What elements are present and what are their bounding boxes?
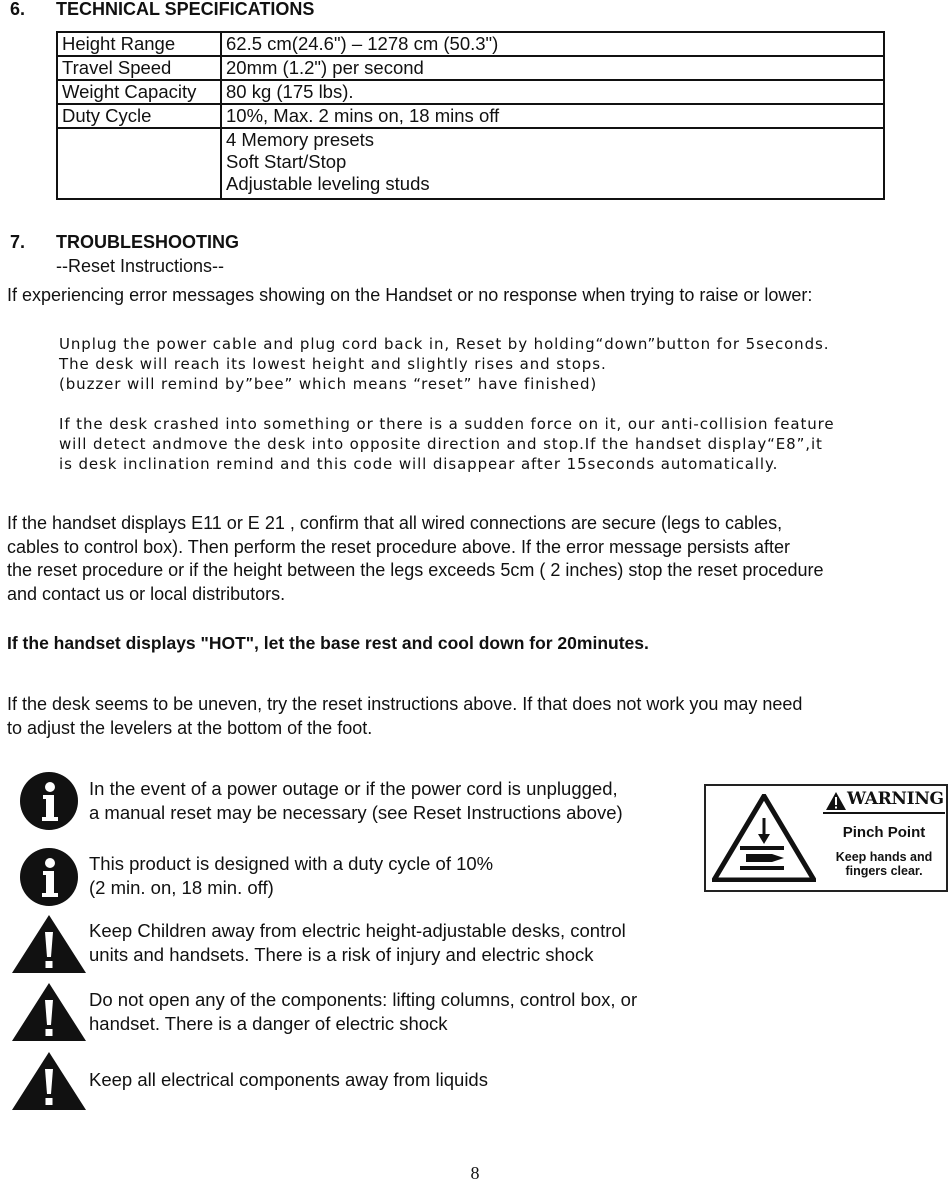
table-row <box>57 128 884 199</box>
spec-table <box>56 31 885 200</box>
paragraph-line: If the handset displays E11 or E 21 , confirm that all wired connections are secure (legs to cables, <box>7 513 783 533</box>
spec-key: Travel Speed <box>57 56 221 80</box>
feature-item: 4 Memory presets <box>226 129 375 150</box>
pinch-hazard-icon <box>712 794 816 882</box>
reset-line: The desk will reach its lowest height and slightly rises and stops. <box>59 355 607 373</box>
section-subtitle: --Reset Instructions-- <box>56 256 225 276</box>
pinch-point-warning-label <box>704 784 948 892</box>
table-row <box>57 104 884 128</box>
spec-value: 62.5 cm(24.6") – 1278 cm (50.3") <box>221 32 884 56</box>
feature-item: Soft Start/Stop <box>226 151 347 172</box>
section-title: TROUBLESHOOTING <box>56 232 239 252</box>
collision-info <box>59 414 835 474</box>
paragraph-line: cables to control box). Then perform the reset procedure above. If the error message persists after <box>7 536 791 557</box>
paragraph-line: to adjust the levelers at the bottom of the foot. <box>7 717 373 738</box>
note-line: In the event of a power outage or if the power cord is unplugged, <box>89 778 618 799</box>
reset-line: Unplug the power cable and plug cord back in, Reset by holding“down”button for 5seconds. <box>59 335 830 353</box>
info-icon <box>20 772 78 830</box>
spec-features <box>221 128 884 199</box>
note-line: Keep all electrical components away from liquids <box>89 1069 488 1090</box>
section-number: 6. <box>10 0 26 19</box>
collision-line: If the desk crashed into something or there is a sudden force on it, our anti-collision feature <box>59 415 835 433</box>
error-code-paragraph <box>7 512 823 606</box>
spec-value: 10%, Max. 2 mins on, 18 mins off <box>221 104 884 128</box>
note-line: handset. There is a danger of electric shock <box>89 1013 448 1034</box>
collision-line: is desk inclination remind and this code will disappear after 15seconds automatically. <box>59 455 779 473</box>
warning-text-line: fingers clear. <box>845 864 923 878</box>
spec-value: 20mm (1.2") per second <box>221 56 884 80</box>
collision-line: will detect andmove the desk into opposite direction and stop.If the handset display“E8”,it <box>59 435 823 453</box>
warning-title: Pinch Point <box>842 824 926 841</box>
spec-value: 80 kg (175 lbs). <box>221 80 884 104</box>
page-number: 8 <box>470 1163 480 1183</box>
section-number: 7. <box>10 232 26 252</box>
intro-text: If experiencing error messages showing on the Handset or no response when trying to raise or lower: <box>7 285 813 305</box>
hot-message: If the handset displays "HOT", let the base rest and cool down for 20minutes. <box>7 633 649 653</box>
warning-triangle-icon <box>11 914 87 974</box>
note-line: This product is designed with a duty cycle of 10% <box>89 853 494 874</box>
uneven-paragraph <box>7 693 802 740</box>
section-title: TECHNICAL SPECIFICATIONS <box>56 0 315 19</box>
note-line: Do not open any of the components: lifting columns, control box, or <box>89 989 638 1010</box>
warning-text <box>823 850 945 878</box>
note-line: (2 min. on, 18 min. off) <box>89 877 274 898</box>
paragraph-line: If the desk seems to be uneven, try the reset instructions above. If that does not work you may need <box>7 694 803 714</box>
warning-heading: WARNING <box>847 789 944 809</box>
table-row <box>57 32 884 56</box>
paragraph-line: and contact us or local distributors. <box>7 583 286 604</box>
spec-key: Height Range <box>57 32 221 56</box>
info-icon <box>20 848 78 906</box>
reset-line: (buzzer will remind by”bee” which means “reset” have finished) <box>59 375 598 393</box>
feature-item: Adjustable leveling studs <box>226 173 430 194</box>
note-line: a manual reset may be necessary (see Reset Instructions above) <box>89 802 623 823</box>
warning-triangle-icon <box>11 1051 87 1111</box>
table-row <box>57 80 884 104</box>
note-duty-cycle <box>89 852 493 900</box>
spec-key-empty <box>57 128 221 199</box>
note-line: units and handsets. There is a risk of injury and electric shock <box>89 944 594 965</box>
note-liquids <box>89 1068 488 1092</box>
warning-text-line: Keep hands and <box>835 850 933 864</box>
warning-triangle-icon <box>11 982 87 1042</box>
note-line: Keep Children away from electric height-adjustable desks, control <box>89 920 626 941</box>
note-do-not-open <box>89 988 637 1036</box>
table-row <box>57 56 884 80</box>
reset-instructions <box>59 334 829 394</box>
paragraph-line: the reset procedure or if the height between the legs exceeds 5cm ( 2 inches) stop the reset procedure <box>7 560 824 580</box>
warning-header <box>823 790 945 814</box>
note-power-outage <box>89 777 623 825</box>
note-children <box>89 919 626 967</box>
spec-key: Weight Capacity <box>57 80 221 104</box>
warning-small-icon <box>825 791 847 811</box>
spec-key: Duty Cycle <box>57 104 221 128</box>
